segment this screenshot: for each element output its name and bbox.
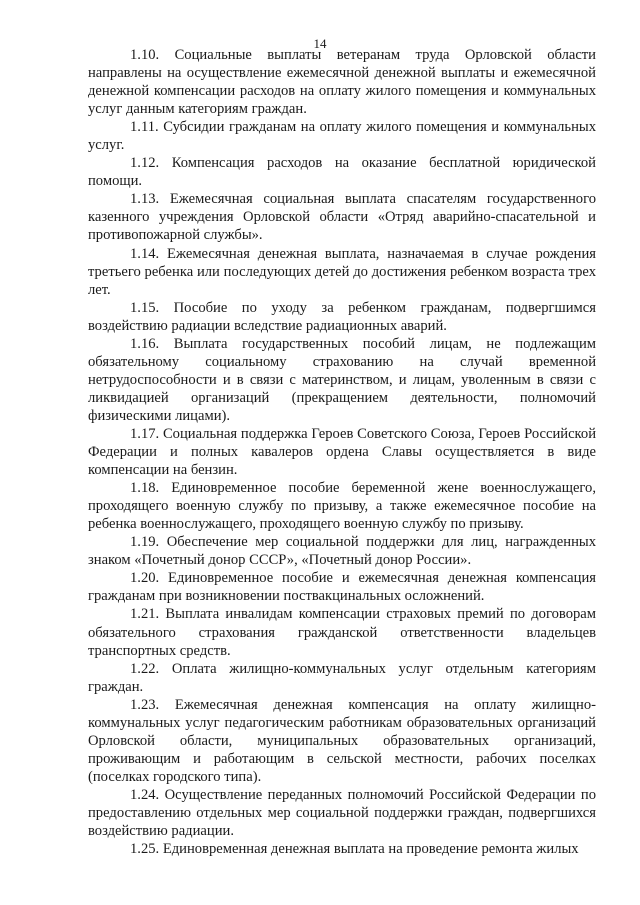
paragraph-1-15: 1.15. Пособие по уходу за ребенком гражданам, подвергшимся воздействию радиации вследствие радиационных аварий. (88, 299, 596, 334)
paragraph-1-23: 1.23. Ежемесячная денежная компенсация на оплату жилищно-коммунальных услуг педагогическим работникам образовательных организаций Орловской области, муниципальных образовательных организаций, проживающим и работающим в сельской местности, рабочих поселках (поселках городского типа). (88, 696, 596, 785)
paragraph-1-24: 1.24. Осуществление переданных полномочий Российской Федерации по предоставлению отдельных мер социальной поддержки граждан, подвергшихся воздействию радиации. (88, 786, 596, 840)
paragraph-1-12: 1.12. Компенсация расходов на оказание бесплатной юридической помощи. (88, 155, 596, 190)
paragraph-1-11: 1.11. Субсидии гражданам на оплату жилого помещения и коммунальных услуг. (88, 119, 596, 154)
paragraph-1-16: 1.16. Выплата государственных пособий лицам, не подлежащим обязательному социальному страхованию на случай временной нетрудоспособности и в связи с материнством, и лицам, уволенным в связи с ликвидацией организаций (прекращением деятельности, полномочий физическими лицами). (88, 335, 596, 424)
paragraph-1-17: 1.17. Социальная поддержка Героев Советского Союза, Героев Российской Федерации и полных кавалеров ордена Славы осуществляется в виде компенсации на бензин. (88, 425, 596, 479)
page-number: 14 (313, 36, 327, 51)
paragraph-1-14: 1.14. Ежемесячная денежная выплата, назначаемая в случае рождения третьего ребенка или последующих детей до достижения ребенком возраста трех лет. (88, 245, 596, 298)
paragraph-1-20: 1.20. Единовременное пособие и ежемесячная денежная компенсация гражданам при возникновении поствакцинальных осложнений. (88, 570, 596, 605)
paragraph-1-18: 1.18. Единовременное пособие беременной жене военнослужащего, проходящего военную службу по призыву, а также ежемесячное пособие на ребенка военнослужащего, проходящего военную службу по призыву. (88, 480, 596, 533)
paragraph-1-10: 1.10. Социальные выплаты ветеранам труда Орловской области направлены на осуществление ежемесячной денежной выплаты и ежемесячной денежной компенсации расходов на оплату жилого помещения и коммунальных услуг данным категориям граждан. (88, 47, 596, 118)
paragraph-1-21: 1.21. Выплата инвалидам компенсации страховых премий по договорам обязательного страхования гражданской ответственности владельцев транспортных средств. (88, 606, 596, 659)
document-body (88, 46, 596, 858)
paragraph-1-22: 1.22. Оплата жилищно-коммунальных услуг отдельным категориям граждан. (88, 660, 596, 695)
paragraph-1-13: 1.13. Ежемесячная социальная выплата спасателям государственного казенного учреждения Орловской области «Отряд аварийно-спасательной и противопожарной службы». (88, 191, 596, 244)
paragraph-1-19: 1.19. Обеспечение мер социальной поддержки для лиц, награжденных знаком «Почетный донор СССР», «Почетный донор России». (88, 534, 596, 569)
paragraph-1-25: 1.25. Единовременная денежная выплата на проведение ремонта жилых (130, 841, 579, 858)
